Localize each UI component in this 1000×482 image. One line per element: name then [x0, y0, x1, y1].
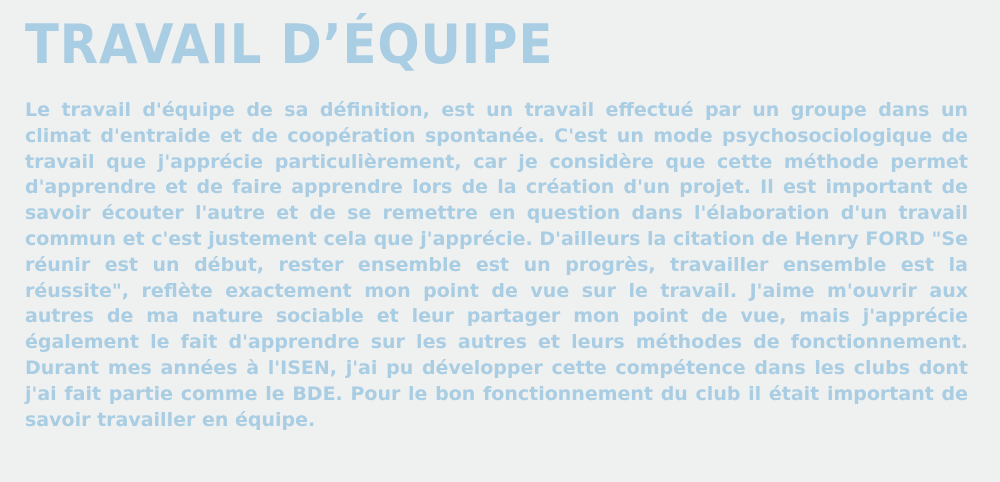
section-body: Le travail d'équipe de sa définition, est un travail effectué par un groupe dans un climat d'entraide et de coopération spontanée. C'est un mode psychosociologique de travail que j'apprécie particulièrement, car je considère que cette méthode permet d'apprendre et de faire apprendre lors de la création d'un projet. Il est important de savoir écouter l'autre et de se remettre en question dans l'élaboration d'un travail commun et c'est justement cela que j'apprécie. D'ailleurs la citation de Henry FORD "Se réunir est un début, rester ensemble est un progrès, travailler ensemble est la réussite", reflète exactement mon point de vue sur le travail. J'aime m'ouvrir aux autres de ma nature sociable et leur partager mon point de vue, mais j'apprécie également le fait d'apprendre sur les autres et leurs méthodes de fonctionnement. Durant mes années à l'ISEN, j'ai pu développer cette compétence dans les clubs dont j'ai fait partie comme le BDE. Pour le bon fonctionnement du club il était important de savoir travailler en équipe. [25, 99, 968, 431]
teamwork-section [25, 10, 968, 433]
section-title: TRAVAIL D’ÉQUIPE [25, 13, 554, 76]
